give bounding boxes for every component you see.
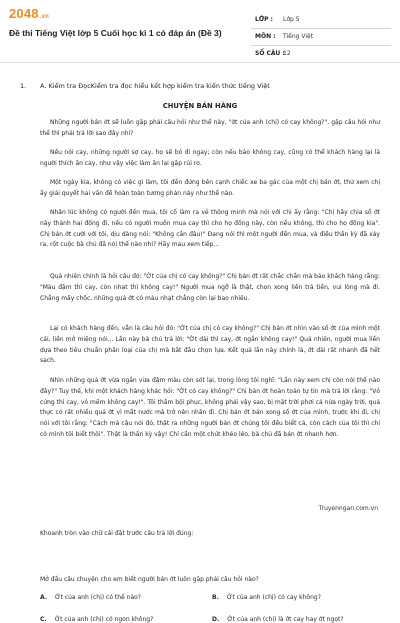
header-divider: [0, 62, 400, 63]
option-text: Ớt của anh (chị) là ớt cay hay ớt ngọt?: [227, 616, 344, 623]
option-letter: B.: [212, 594, 219, 601]
meta-row-class: [251, 12, 391, 29]
meta-row-subject: [251, 29, 391, 46]
story-paragraph: Lại có khách hàng đến, vẫn là câu hỏi đó: "Ớt của chị có cay không?" Chị bán ớt nhìn vào số ớt của mình một cái, liền mở miệng nói... Lần này bà chủ trả lời: "Ớt dài thì cay, ớt ngắn không cay!" Quả nhiên, người mua liền dựa theo tiêu chuẩn phân loại của chị mà bắt đầu chọn lựa. Kết quả lần này chính là, ớt dài rất nhanh đã hết sạch.: [40, 325, 380, 365]
answer-option-d[interactable]: [212, 616, 344, 623]
meta-value: Tiếng Việt: [283, 33, 314, 40]
story-paragraph: Nhìn những quả ớt vừa ngắn vừa đậm màu còn sót lại, trong lòng tôi nghĩ: "Lần này xem chị còn nói thế nào đây?" Tuy thế, khi một khách hàng khác hỏi: "Ớt có cay không?" Chị bán ớt hoàn toàn tự tin mà trả lời rằng: "Vỏ cứng thì cay, vỏ mềm không cay!". Tôi thầm bội phục, không phải vậy sao, bị mặt trời phơi cả nửa ngày trời, quả thực có rất nhiều quả ớt vì mất nước mà trở nên nhăn đi. Chị bán ớt bán xong số ớt của mình, trước khi đi, chị nói với tôi rằng: "Cách mà cậu nói đó, thật ra những người bán ớt chúng tôi đều biết cả, còn cách của tôi thì chỉ có mình tôi biết thôi". Thật là thần kỳ vậy! Chỉ cần một chút khéo léo, bà chủ đã bán ớt nhanh hơn.: [40, 377, 380, 438]
document-title: Đề thi Tiếng Việt lớp 5 Cuối học kì 1 có đáp án (Đề 3): [9, 28, 222, 38]
meta-value: 12: [283, 50, 291, 57]
option-letter: C.: [40, 616, 47, 623]
story-paragraph: Một ngày kia, không có việc gì làm, tôi đến đứng bên cạnh chiếc xe ba gác của một chị bán ớt, thử xem chị ấy giải quyết hai vấn đề hoàn toàn tương phản này như thế nào.: [40, 179, 380, 197]
meta-value: Lớp 5: [283, 16, 300, 23]
story-title: CHUYỆN BÁN HÀNG: [162, 102, 238, 110]
logo-suffix: .vn: [39, 14, 50, 20]
option-text: Ớt của anh (chị) có cay không?: [226, 594, 321, 601]
meta-row-question-count: [251, 46, 391, 63]
answer-option-a[interactable]: [40, 594, 141, 601]
story-paragraph: Quả nhiên chính là hỏi câu đó: "Ớt của chị có cay không?" Chị bán ớt rất chắc chắn mà bảo khách hàng rằng: "Màu đậm thì cay, còn nhạt thì không cay!" Người mua ngỡ là thật, chọn xong liền trả tiền, vui lòng mà đi. Chẳng mấy chốc, những quả ớt có màu nhạt chẳng còn lại bao nhiêu.: [40, 273, 380, 302]
meta-label: LỚP :: [255, 16, 273, 23]
story-paragraph: Nếu nói cay, những người sợ cay, họ sẽ bỏ đi ngay; còn nếu bảo không cay, cũng có thể khách hàng lại là người thích ăn cay, như vậy việc làm ăn lại gặp rủi ro.: [40, 149, 380, 167]
option-text: Ớt của anh (chị) có ngon không?: [54, 616, 154, 623]
meta-label: SỐ CÂU :: [255, 50, 285, 57]
meta-label: MÔN :: [255, 33, 276, 40]
sub-question: Mở đầu câu chuyện cho em biết người bán ớt luôn gặp phải câu hỏi nào?: [40, 576, 259, 583]
option-letter: D.: [212, 616, 220, 623]
source-credit: Truyenngan.com.vn: [318, 505, 378, 512]
story-paragraph: Những người bán ớt sẽ luôn gặp phải câu hỏi như thế này, "ớt của anh (chị) có cay không?", gặp câu hỏi như thế thì phải trả lời sao đây nhỉ?: [40, 119, 380, 137]
answer-option-c[interactable]: [40, 616, 153, 623]
logo-text: 2048: [9, 6, 39, 21]
story-paragraph: Nhân lúc không có người đến mua, tôi cố làm ra vẻ thông minh mà nói với chị ấy rằng: "Chị hãy chia số ớt này thành hai đống đi, nếu có người muốn mua cay thì cho họ đống này, còn nếu không, thì cho họ đống kia". Chị bán ớt cười với tôi, dịu dàng nói: "Không cần đâu!" Đang nói thì một người đến mua, và điều thần kỳ đã xảy ra, rốt cuộc bà chủ đã nói thế nào nhỉ? Hãy mau xem tiếp...: [40, 209, 380, 249]
page-header: [0, 0, 400, 62]
option-letter: A.: [40, 594, 48, 601]
answer-option-b[interactable]: [212, 594, 321, 601]
answer-instruction: Khoanh tròn vào chữ cái đặt trước câu trả lời đúng:: [40, 530, 194, 537]
question-number: 1.: [20, 82, 27, 90]
site-logo[interactable]: [9, 6, 49, 21]
question-intro: A. Kiểm tra ĐọcKiểm tra đọc hiểu kết hợp kiểm tra kiến thức tiếng Việt: [40, 82, 270, 90]
option-text: Ớt của anh (chị) có thế nào?: [55, 594, 141, 601]
exam-meta-table: [251, 12, 391, 63]
